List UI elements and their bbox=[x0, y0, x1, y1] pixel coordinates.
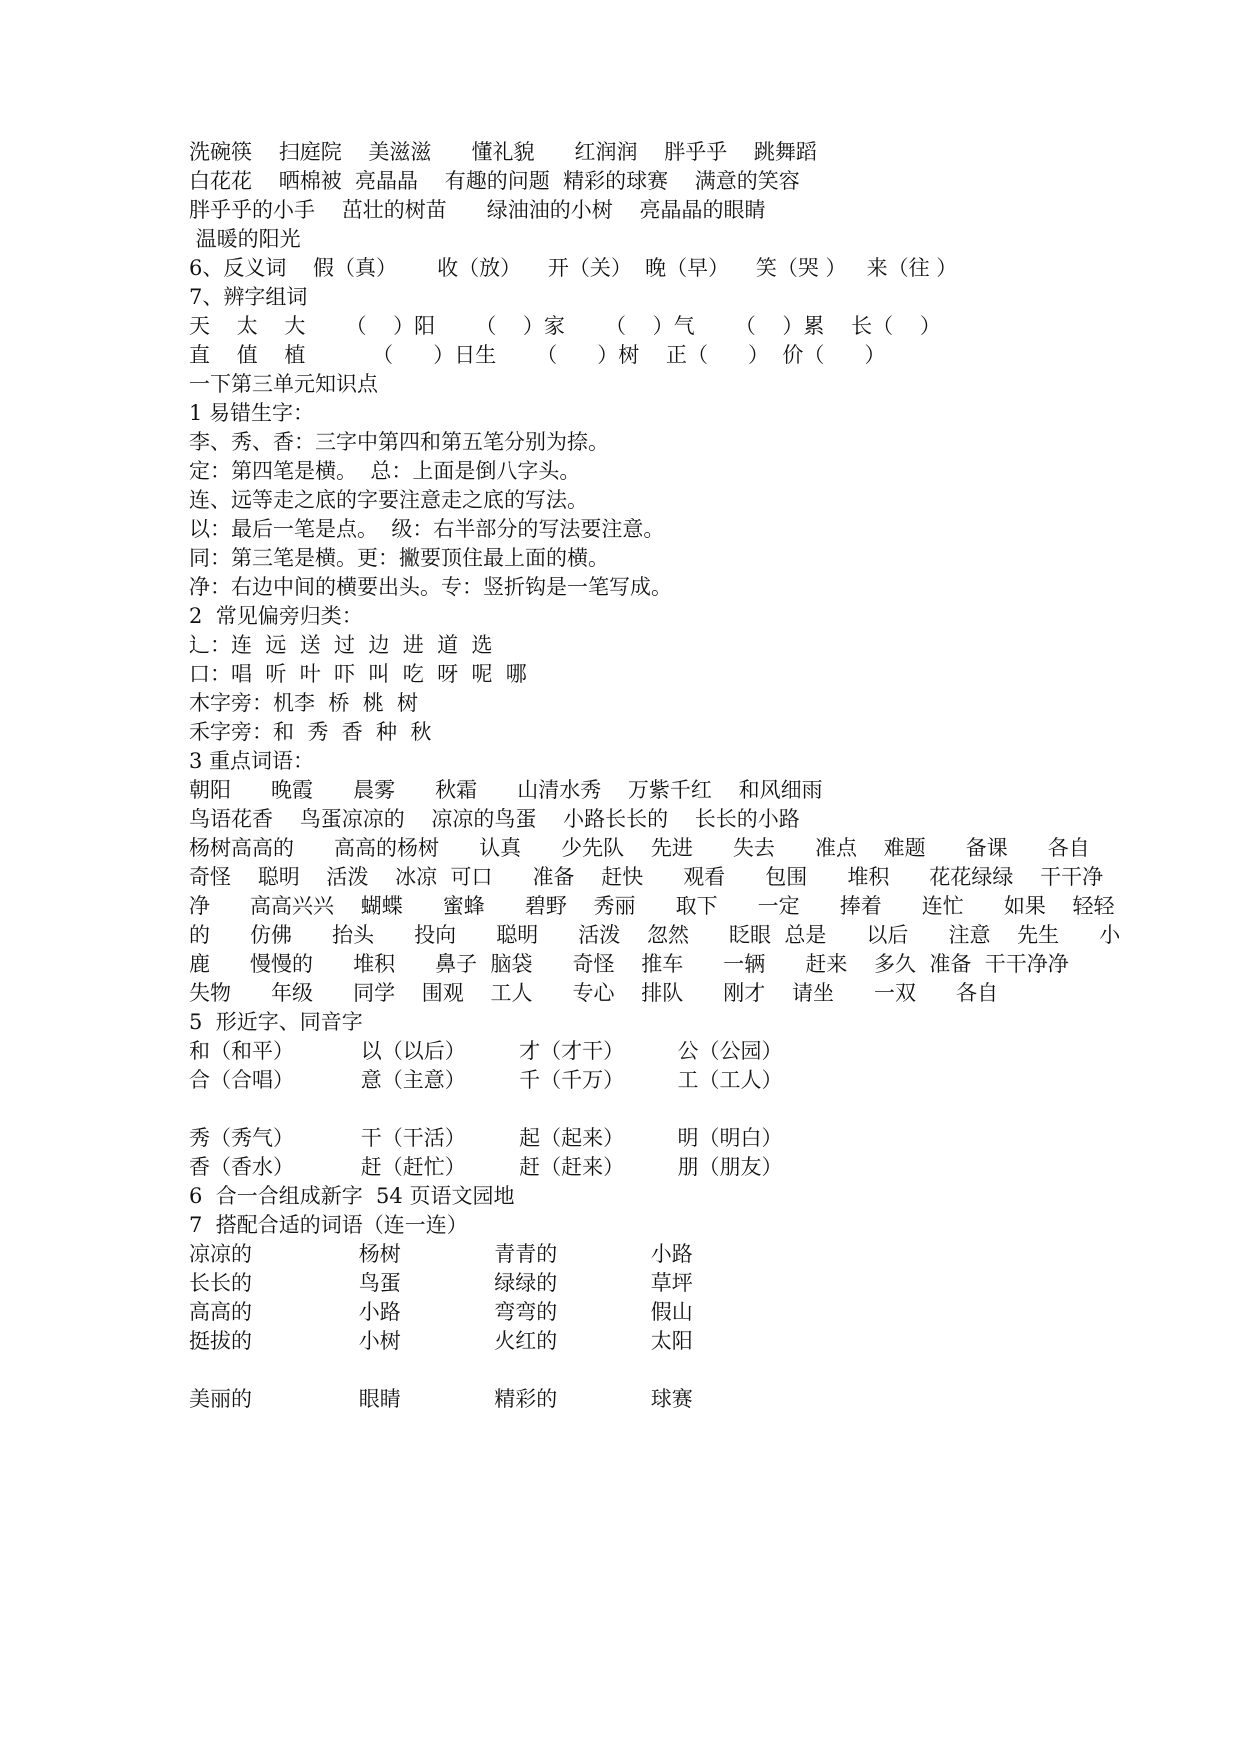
text-line: 鸟语花香 鸟蛋凉凉的 凉凉的鸟蛋 小路长长的 长长的小路 bbox=[189, 807, 800, 831]
text-line: 和（和平） 以（以后） 才（才干） 公（公园） bbox=[189, 1039, 783, 1063]
text-line: 洗碗筷 扫庭院 美滋滋 懂礼貌 红润润 胖乎乎 跳舞蹈 bbox=[189, 140, 817, 164]
text-line: 奇怪 聪明 活泼 冰凉 可口 准备 赶快 观看 包围 堆积 花花绿绿 干干净 bbox=[189, 865, 1104, 889]
section-heading: 6 合一合组成新字 54 页语文园地 bbox=[189, 1184, 515, 1208]
text-line: 同：第三笔是横。更：撇要顶住最上面的横。 bbox=[189, 546, 609, 570]
text-line: 朝阳 晚霞 晨雾 秋霜 山清水秀 万紫千红 和风细雨 bbox=[189, 778, 823, 802]
section-heading: 7、辨字组词 bbox=[189, 285, 308, 309]
text-line: 美丽的 眼睛 精彩的 球赛 bbox=[189, 1387, 693, 1411]
text-line: 合（合唱） 意（主意） 千（千万） 工（工人） bbox=[189, 1068, 783, 1092]
text-line: 木字旁：机李 桥 桃 树 bbox=[189, 691, 419, 715]
text-line: 秀（秀气） 干（干活） 起（起来） 明（明白） bbox=[189, 1126, 783, 1150]
text-line: 天 太 大 （ ）阳 （ ）家 （ ）气 （ ）累 长（ ） bbox=[189, 314, 941, 338]
text-line: 6、反义词 假（真） 收（放） 开（关） 晚（早） 笑（哭 ） 来（往 ） bbox=[189, 256, 958, 280]
text-line: 净：右边中间的横要出头。专：竖折钩是一笔写成。 bbox=[189, 575, 672, 599]
text-line: 以：最后一笔是点。 级：右半部分的写法要注意。 bbox=[189, 517, 665, 541]
section-heading: 一下第三单元知识点 bbox=[189, 372, 378, 396]
text-line: 定：第四笔是横。 总：上面是倒八字头。 bbox=[189, 459, 581, 483]
text-line: 的 仿佛 抬头 投向 聪明 活泼 忽然 眨眼 总是 以后 注意 先生 小 bbox=[189, 923, 1121, 947]
text-line: 净 高高兴兴 蝴蝶 蜜蜂 碧野 秀丽 取下 一定 捧着 连忙 如果 轻轻 bbox=[189, 894, 1115, 918]
text-line: 辶：连 远 送 过 边 进 道 选 bbox=[189, 633, 493, 657]
text-line: 高高的 小路 弯弯的 假山 bbox=[189, 1300, 693, 1324]
section-heading: 2 常见偏旁归类： bbox=[189, 604, 363, 628]
section-heading: 7 搭配合适的词语（连一连） bbox=[189, 1213, 468, 1237]
text-line: 杨树高高的 高高的杨树 认真 少先队 先进 失去 准点 难题 备课 各自 bbox=[189, 836, 1090, 860]
text-line: 温暖的阳光 bbox=[189, 227, 301, 251]
text-line: 凉凉的 杨树 青青的 小路 bbox=[189, 1242, 693, 1266]
section-heading: 3 重点词语： bbox=[189, 749, 315, 773]
text-line: 香（香水） 赶（赶忙） 赶（赶来） 朋（朋友） bbox=[189, 1155, 783, 1179]
text-line: 挺拔的 小树 火红的 太阳 bbox=[189, 1329, 693, 1353]
text-line: 失物 年级 同学 围观 工人 专心 排队 刚才 请坐 一双 各自 bbox=[189, 981, 999, 1005]
text-line: 长长的 鸟蛋 绿绿的 草坪 bbox=[189, 1271, 693, 1295]
text-line: 胖乎乎的小手 茁壮的树苗 绿油油的小树 亮晶晶的眼睛 bbox=[189, 198, 766, 222]
text-line: 李、秀、香：三字中第四和第五笔分别为捺。 bbox=[189, 430, 609, 454]
text-line: 白花花 晒棉被 亮晶晶 有趣的问题 精彩的球赛 满意的笑容 bbox=[189, 169, 800, 193]
text-line: 直 值 植 （ ）日生 （ ）树 正（ ） 价（ ） bbox=[189, 343, 886, 367]
text-line: 连、远等走之底的字要注意走之底的写法。 bbox=[189, 488, 588, 512]
text-line: 口：唱 听 叶 吓 叫 吃 呀 呢 哪 bbox=[189, 662, 527, 686]
text-line: 鹿 慢慢的 堆积 鼻子 脑袋 奇怪 推车 一辆 赶来 多久 准备 干干净净 bbox=[189, 952, 1069, 976]
text-line: 禾字旁：和 秀 香 种 秋 bbox=[189, 720, 432, 744]
section-heading: 1 易错生字： bbox=[189, 401, 315, 425]
section-heading: 5 形近字、同音字 bbox=[189, 1010, 363, 1034]
